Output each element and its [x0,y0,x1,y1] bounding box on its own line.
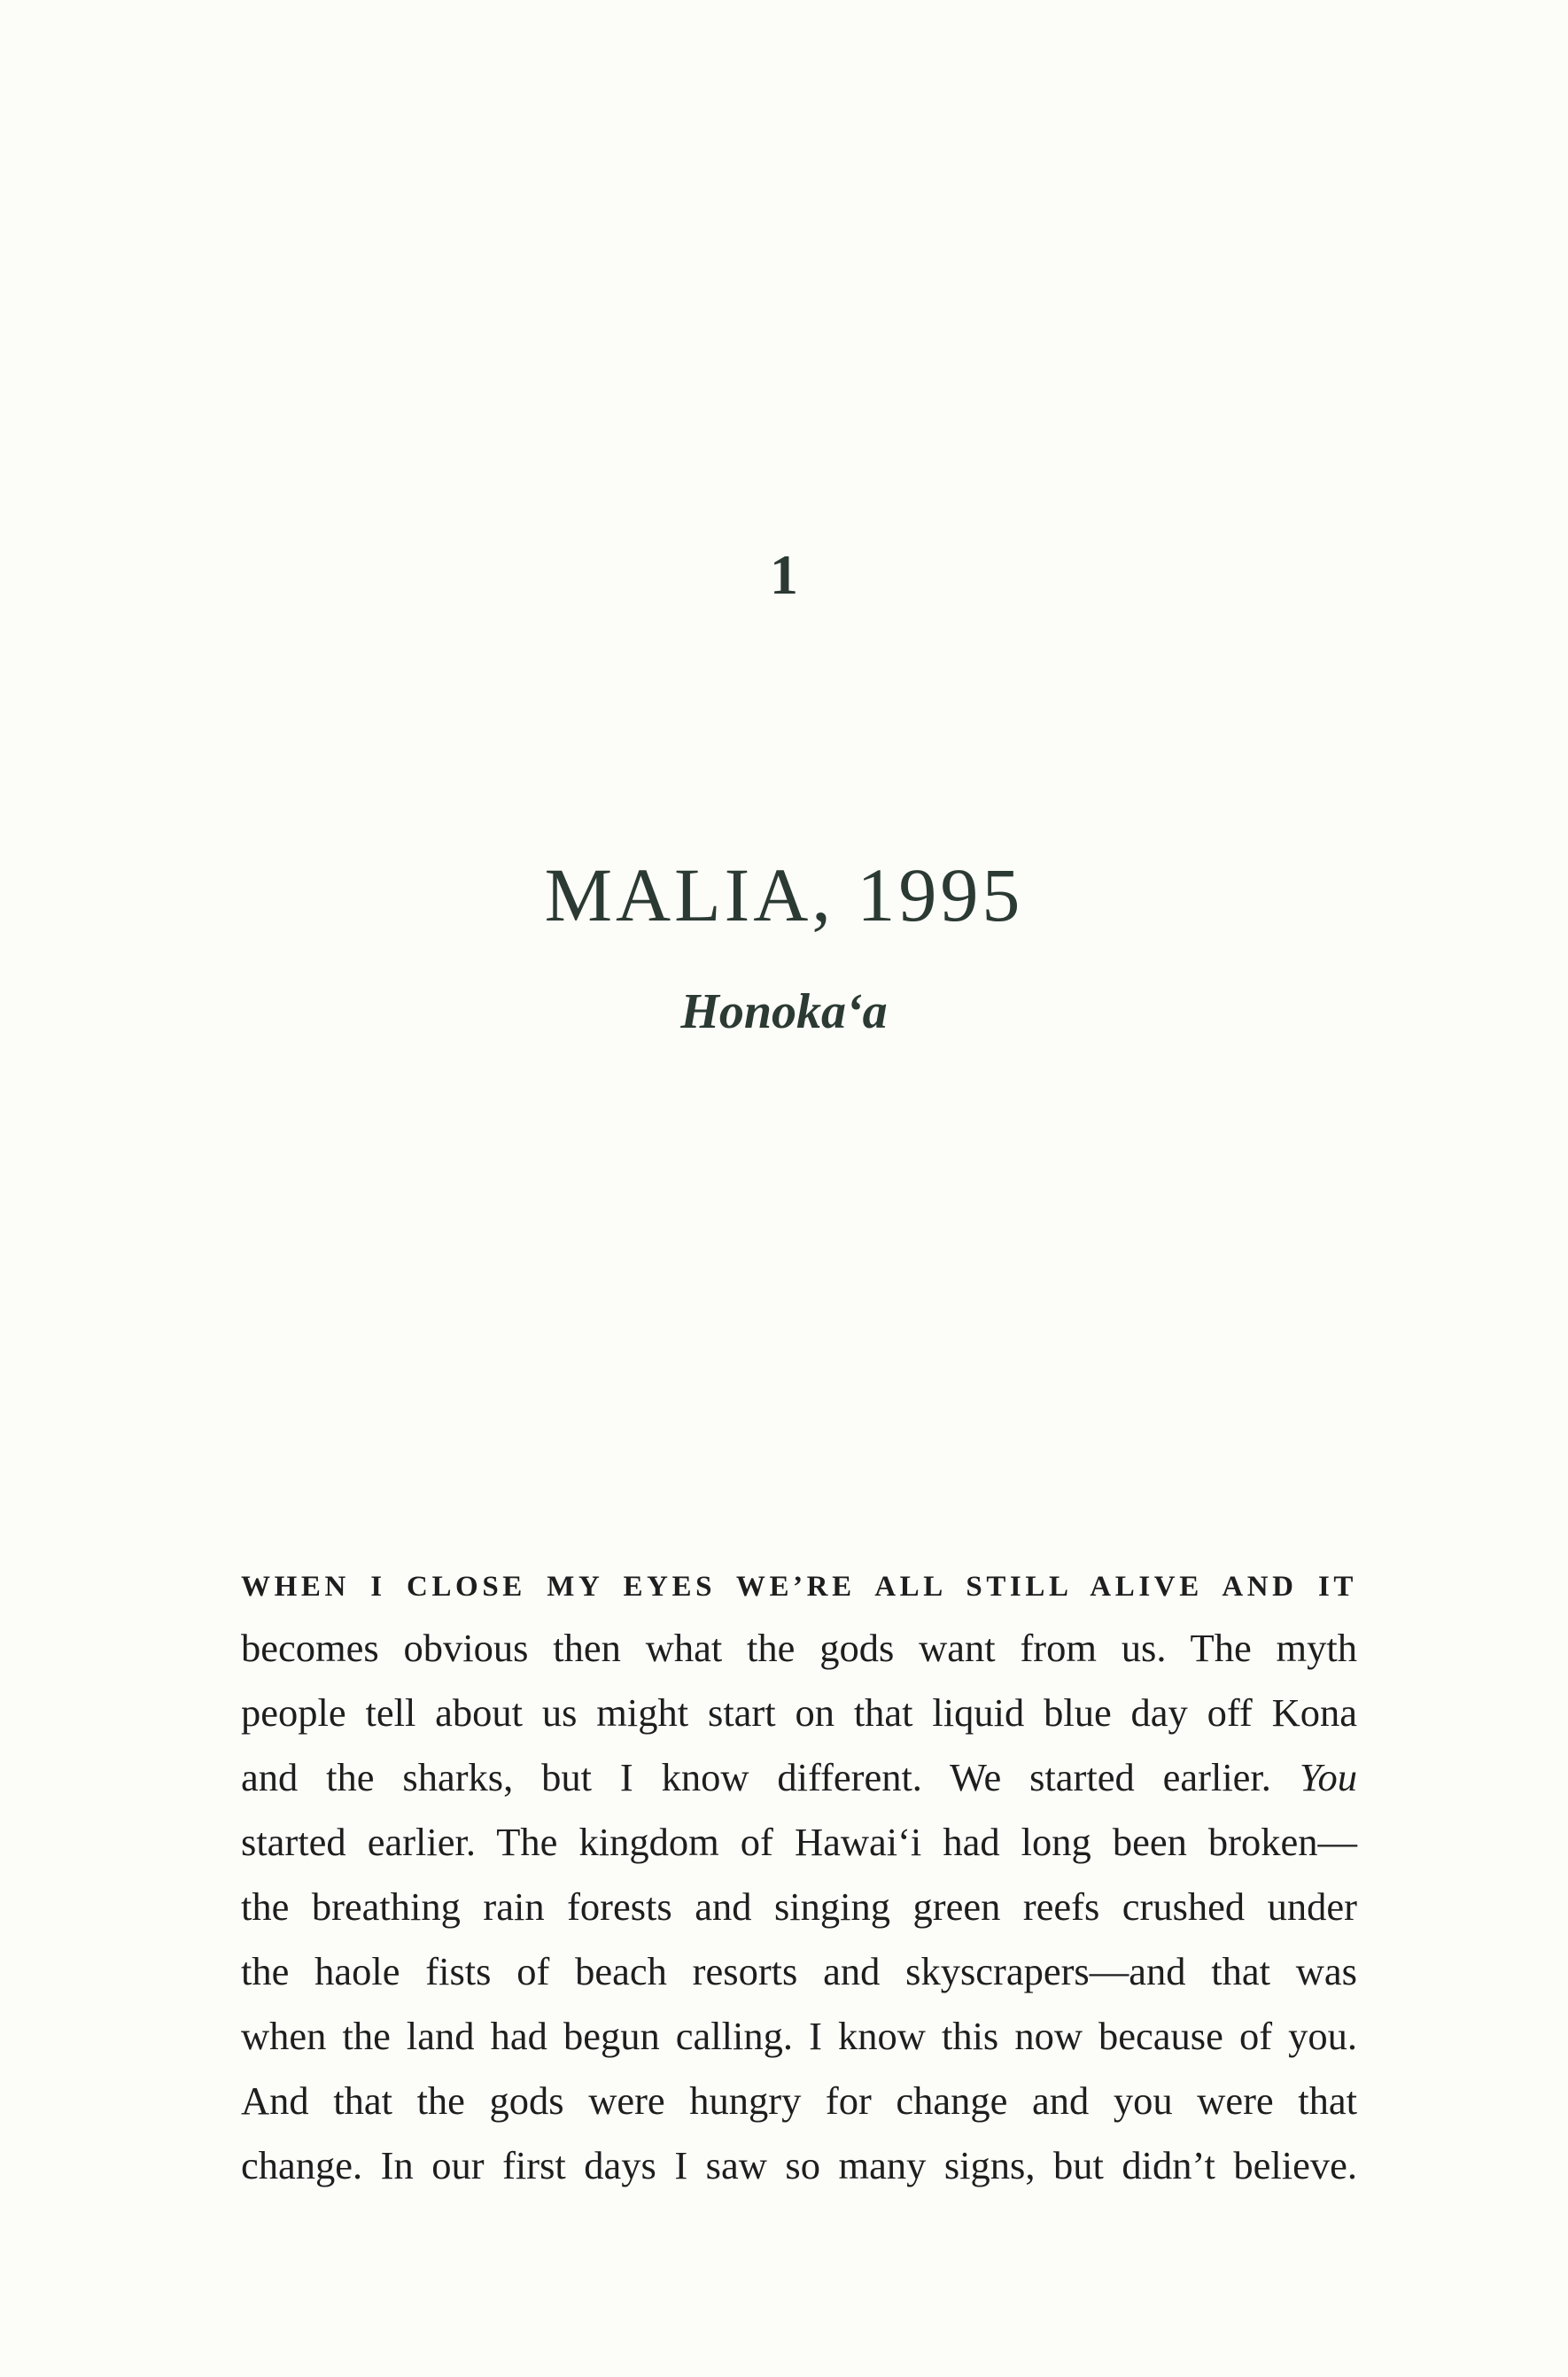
body-line: the breathing rain forests and singing green reefs crushed under [241,1884,1357,1929]
chapter-number: 1 [770,543,798,606]
body-line [241,1745,1357,1810]
italic-word: You [1299,1755,1357,1799]
body-line: started earlier. The kingdom of Hawai‘i had long been broken— [241,1820,1357,1864]
body-line: becomes obvious then what the gods want from us. The myth [241,1626,1357,1670]
chapter-title: MALIA, 1995 [544,852,1024,937]
body-line-text: and the sharks, but I know different. We started earlier. [241,1755,1300,1799]
chapter-subtitle: Honoka‘a [680,984,888,1039]
opening-line: WHEN I CLOSE MY EYES WE’RE ALL STILL ALIVE AND IT [241,1571,1357,1603]
body-text [241,1557,1357,2198]
body-line: when the land had begun calling. I know this now because of you. [241,2014,1357,2058]
body-line: change. In our first days I saw so many signs, but didn’t believe. [241,2143,1357,2187]
body-line: people tell about us might start on that liquid blue day off Kona [241,1690,1357,1735]
body-line: And that the gods were hungry for change and you were that [241,2078,1357,2123]
body-line: the haole fists of beach resorts and skyscrapers—and that was [241,1949,1357,1993]
